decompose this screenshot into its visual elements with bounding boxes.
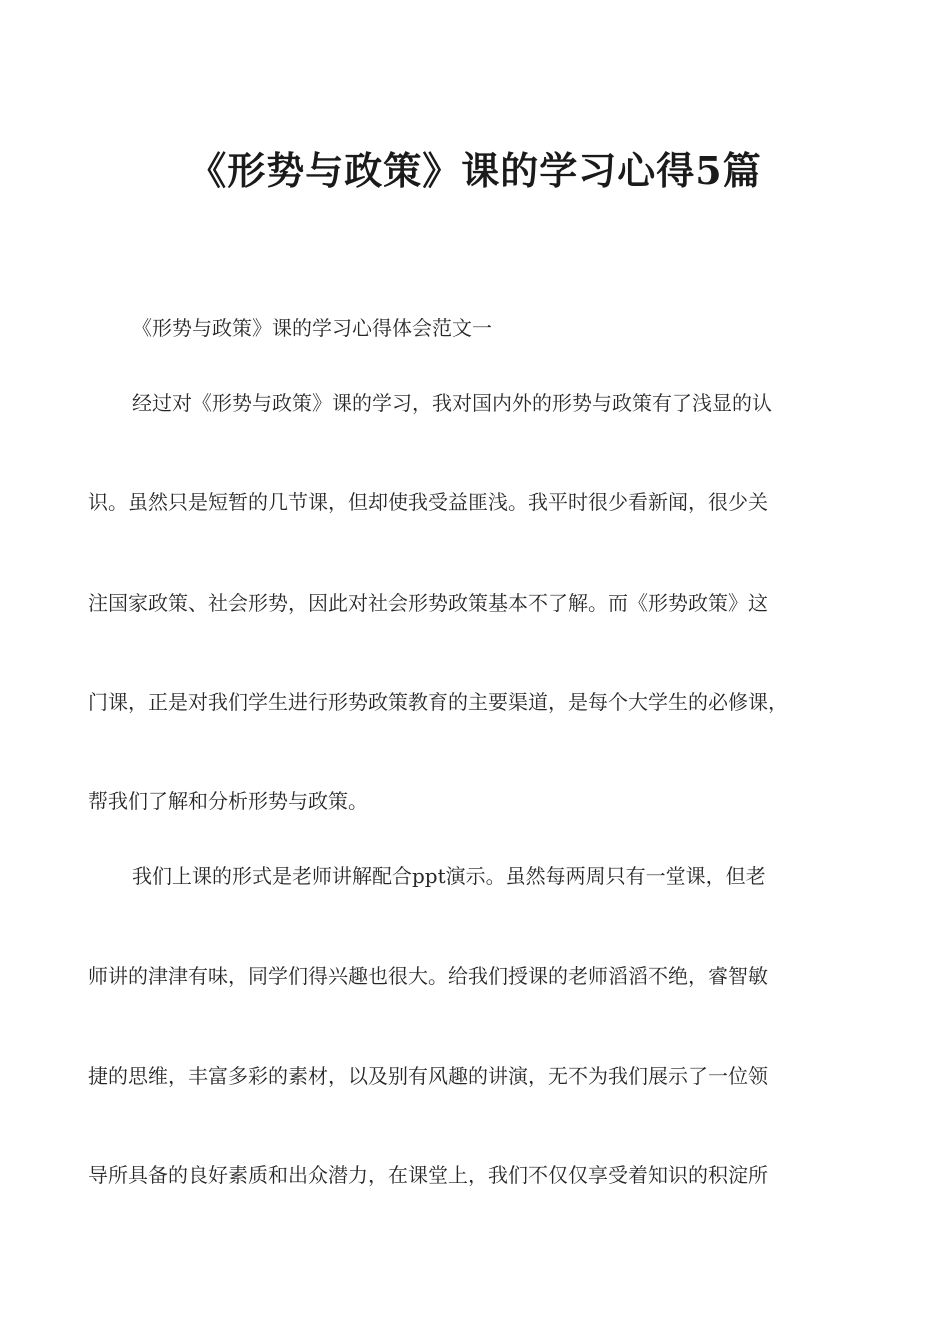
paragraph-line: 门课，正是对我们学生进行形势政策教育的主要渠道，是每个大学生的必修课， bbox=[88, 690, 788, 714]
paragraph-line: 注国家政策、社会形势，因此对社会形势政策基本不了解。而《形势政策》这 bbox=[88, 591, 768, 615]
document-title: 《形势与政策》课的学习心得5篇 bbox=[188, 148, 762, 193]
paragraph-line: 识。虽然只是短暂的几节课，但却使我受益匪浅。我平时很少看新闻，很少关 bbox=[88, 490, 768, 514]
section-subtitle: 《形势与政策》课的学习心得体会范文一 bbox=[132, 316, 492, 340]
paragraph-line: 捷的思维，丰富多彩的素材，以及别有风趣的讲演，无不为我们展示了一位领 bbox=[88, 1064, 768, 1088]
paragraph-line: 帮我们了解和分析形势与政策。 bbox=[88, 789, 368, 813]
paragraph-line: 师讲的津津有味，同学们得兴趣也很大。给我们授课的老师滔滔不绝，睿智敏 bbox=[88, 964, 768, 988]
paragraph-line: 导所具备的良好素质和出众潜力，在课堂上，我们不仅仅享受着知识的积淀所 bbox=[88, 1163, 768, 1187]
paragraph-line: 我们上课的形式是老师讲解配合ppt演示。虽然每两周只有一堂课，但老 bbox=[132, 864, 766, 888]
paragraph-line: 经过对《形势与政策》课的学习，我对国内外的形势与政策有了浅显的认 bbox=[132, 391, 772, 415]
